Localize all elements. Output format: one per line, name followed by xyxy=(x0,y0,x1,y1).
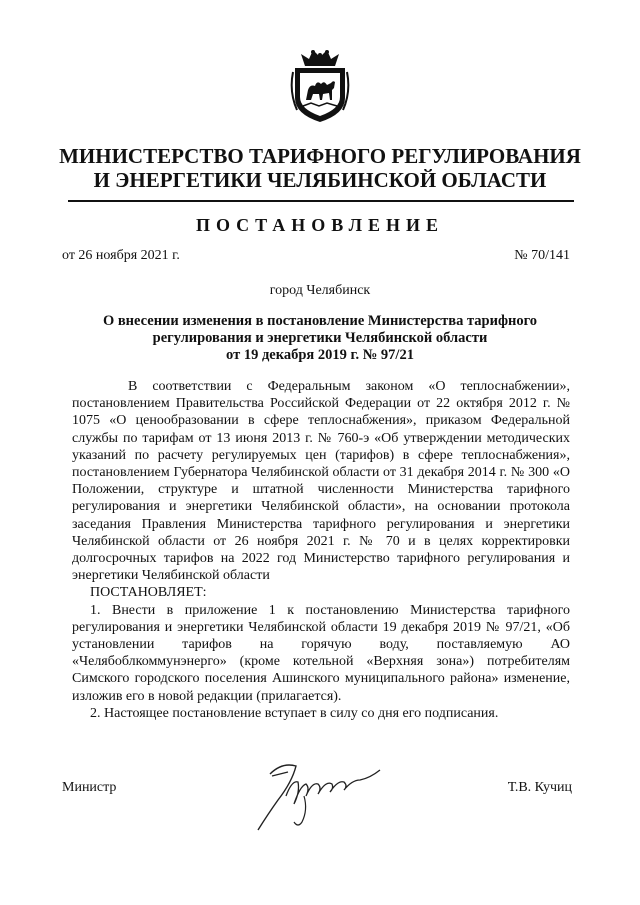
subject-line-3: от 19 декабря 2019 г. № 97/21 xyxy=(226,347,414,363)
ministry-title xyxy=(40,144,600,192)
header-divider xyxy=(68,200,574,202)
item-1-paragraph: 1. Внести в приложение 1 к постановлению Министерства тарифного регулирования и энергетики Челябинской области 19 декабря 2019 № 97/21, «Об установлении тарифов на горячую воду, поставляемую АО «Челябоблкоммунэнерго» (кроме котельной «Верхняя зона») потребителям Симского городского поселения Ашинского муниципального района» изменение, изложив его в новой редакции (прилагается). xyxy=(72,602,570,704)
ministry-title-line1: МИНИСТЕРСТВО ТАРИФНОГО РЕГУЛИРОВАНИЯ xyxy=(59,144,581,168)
preamble-paragraph: В соответствии с Федеральным законом «О теплоснабжении», постановлением Правительства Российской Федерации от 22 октября 2012 г. № 1075 «О ценообразовании в сфере теплоснабжения», приказом Федеральной службы по тарифам от 13 июня 2013 г. № 760-э «Об утверждении методических указаний по расчету регулируемых цен (тарифов) в сфере теплоснабжения», постановлением Губернатора Челябинской области от 31 декабря 2014 г. № 300 «О Положении, структуре и штатной численности Министерства тарифного регулирования и энергетики Челябинской области», на основании протокола заседания Правления Министерства тарифного регулирования и энергетики Челябинской области от 26 ноября 2021 г. № 70 и в целях корректировки долгосрочных тарифов на 2022 год Министерство тарифного регулирования и энергетики Челябинской области xyxy=(72,379,570,584)
document-number: № 70/141 xyxy=(514,248,570,263)
handwritten-signature xyxy=(248,752,386,838)
coat-of-arms-icon xyxy=(289,48,351,124)
signatory-name: Т.В. Кучиц xyxy=(507,780,572,795)
document-body xyxy=(72,378,570,722)
document-city: город Челябинск xyxy=(269,283,371,298)
resolves-heading: ПОСТАНОВЛЯЕТ: xyxy=(90,585,207,601)
document-date: от 26 ноября 2021 г. xyxy=(62,248,180,263)
document-type: ПОСТАНОВЛЕНИЕ xyxy=(195,215,445,235)
ministry-title-line2: И ЭНЕРГЕТИКИ ЧЕЛЯБИНСКОЙ ОБЛАСТИ xyxy=(93,168,547,192)
subject-line-1: О внесении изменения в постановление Министерства тарифного xyxy=(102,313,538,329)
subject-line-2: регулирования и энергетики Челябинской области xyxy=(152,330,488,346)
signatory-role: Министр xyxy=(62,780,117,795)
item-2-paragraph: 2. Настоящее постановление вступает в силу со дня его подписания. xyxy=(90,705,499,721)
document-subject xyxy=(40,313,600,364)
